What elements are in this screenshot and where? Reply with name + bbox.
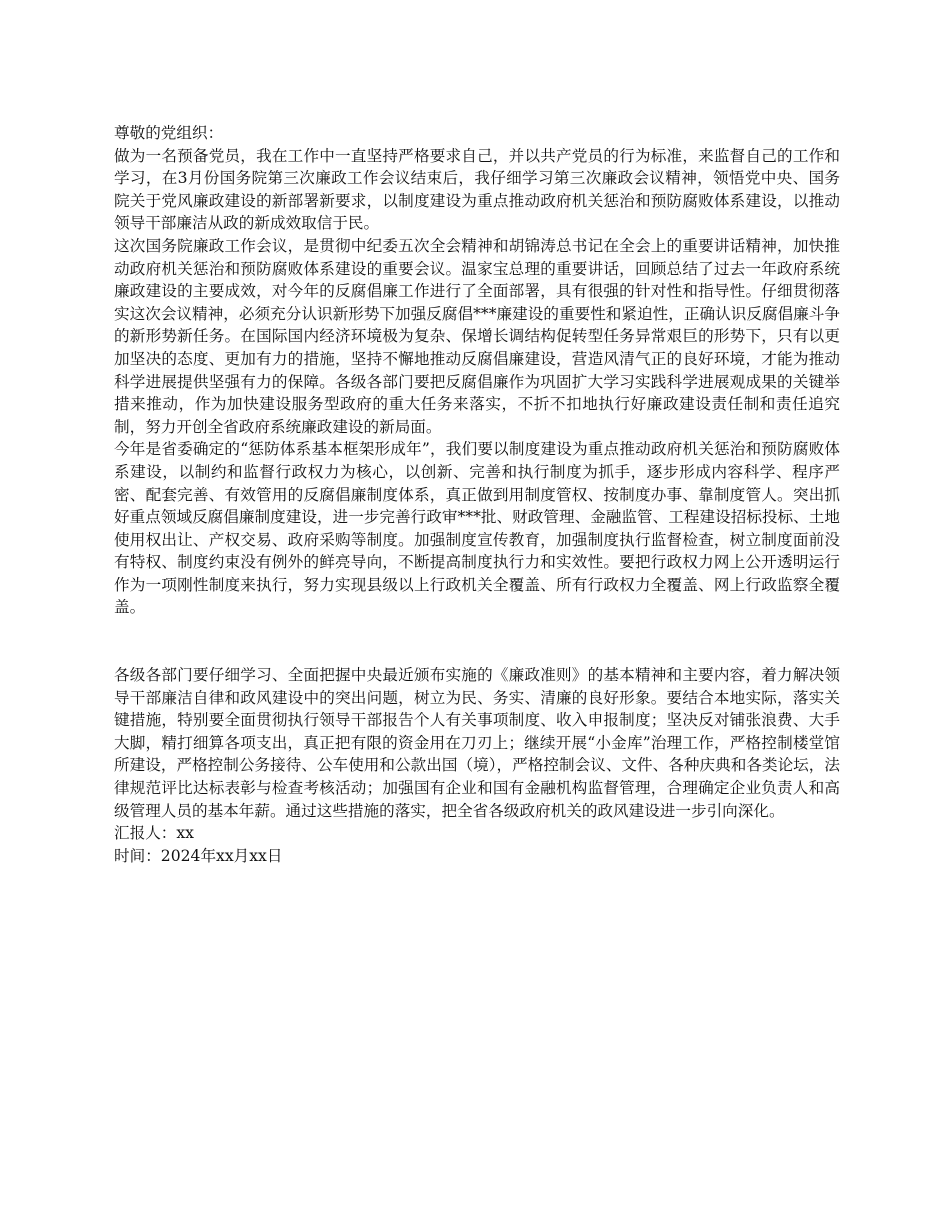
paragraph-4: 各级各部门要仔细学习、全面把握中央最近颁布实施的《廉政准则》的基本精神和主要内容，着力解决领导干部廉洁自律和政风建设中的突出问题，树立为民、务实、清廉的良好形象。要结合本地实际，落实关键措施，特别要全面贯彻执行领导干部报告个人有关事项制度、收入申报制度；坚决反对铺张浪费、大手大脚，精打细算各项支出，真正把有限的资金用在刀刃上；继续开展“小金库”治理工作，严格控制楼堂馆所建设，严格控制公务接待、公车使用和公款出国（境），严格控制会议、文件、各种庆典和各类论坛，法律规范评比达标表彰与检查考核活动；加强国有企业和国有金融机构监督管理，合理确定企业负责人和高级管理人员的基本年薪。通过这些措施的落实，把全省各级政府机关的政风建设进一步引向深化。 <box>114 666 840 820</box>
reporter-line: 汇报人：xx <box>114 824 194 843</box>
paragraph-2: 这次国务院廉政工作会议，是贯彻中纪委五次全会精神和胡锦涛总书记在全会上的重要讲话精神，加快推动政府机关惩治和预防腐败体系建设的重要会议。温家宝总理的重要讲话，回顾总结了过去一年政府系统廉政建设的主要成效，对今年的反腐倡廉工作进行了全面部署，具有很强的针对性和指导性。仔细贯彻落实这次会议精神，必须充分认识新形势下加强反腐倡***廉建设的重要性和紧迫性，正确认识反腐倡廉斗争的新形势新任务。在国际国内经济环境极为复杂、保增长调结构促转型任务异常艰巨的形势下，只有以更加坚决的态度、更加有力的措施，坚持不懈地推动反腐倡廉建设，营造风清气正的良好环境，才能为推动科学进展提供坚强有力的保障。各级各部门要把反腐倡廉作为巩固扩大学习实践科学进展观成果的关键举措来推动，作为加快建设服务型政府的重大任务来落实，不折不扣地执行好廉政建设责任制和责任追究制，努力开创全省政府系统廉政建设的新局面。 <box>114 236 840 436</box>
paragraph-3: 今年是省委确定的“惩防体系基本框架形成年”，我们要以制度建设为重点推动政府机关惩治和预防腐败体系建设，以制约和监督行政权力为核心，以创新、完善和执行制度为抓手，逐步形成内容科学、程序严密、配套完善、有效管用的反腐倡廉制度体系，真正做到用制度管权、按制度办事、靠制度管人。突出抓好重点领域反腐倡廉制度建设，进一步完善行政审***批、财政管理、金融监管、工程建设招标投标、土地使用权出让、产权交易、政府采购等制度。加强制度宣传教育，加强制度执行监督检查，树立制度面前没有特权、制度约束没有例外的鲜亮导向，不断提高制度执行力和实效性。要把行政权力网上公开透明运行作为一项刚性制度来执行，努力实现县级以上行政机关全覆盖、所有行政权力全覆盖、网上行政监察全覆盖。 <box>114 440 840 617</box>
document-body <box>114 122 840 867</box>
paragraph-spacer <box>114 619 840 664</box>
paragraph-1: 做为一名预备党员，我在工作中一直坚持严格要求自己，并以共产党员的行为标准，来监督自己的工作和学习，在3月份国务院第三次廉政工作会议结束后，我仔细学习第三次廉政会议精神，领悟党中央、国务院关于党风廉政建设的新部署新要求，以制度建设为重点推动政府机关惩治和预防腐败体系建设，以推动领导干部廉洁从政的新成效取信于民。 <box>114 146 840 233</box>
date-line: 时间：2024年xx月xx日 <box>114 846 283 865</box>
salutation: 尊敬的党组织： <box>114 124 224 142</box>
